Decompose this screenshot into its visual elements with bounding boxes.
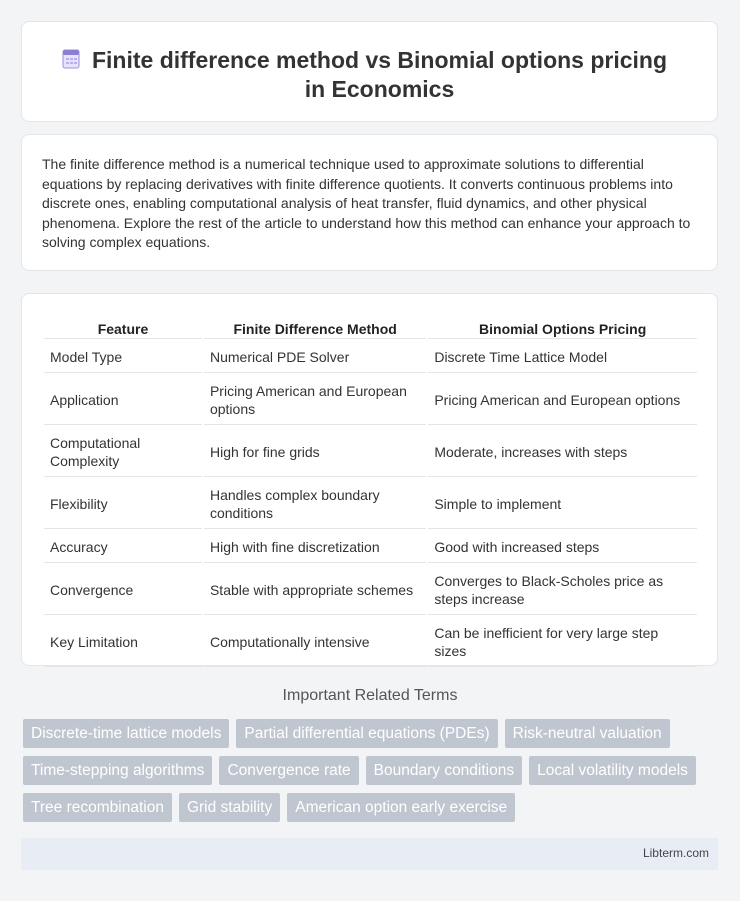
related-term-tag[interactable]: American option early exercise [287,793,515,822]
table-header-cell: Binomial Options Pricing [428,318,697,339]
related-terms-list [23,719,723,822]
table-cell: High with fine discretization [204,531,426,563]
table-cell: Convergence [44,565,202,615]
table-cell: Good with increased steps [428,531,697,563]
table-row [44,427,697,477]
page-title: Finite difference method vs Binomial options pricing in Economics [91,47,668,102]
title-card [21,21,718,122]
table-cell: High for fine grids [204,427,426,477]
table-cell: Simple to implement [428,479,697,529]
table-cell: Computational Complexity [44,427,202,477]
table-header-cell: Feature [44,318,202,339]
related-term-tag[interactable]: Discrete-time lattice models [23,719,229,748]
related-term-tag[interactable]: Local volatility models [529,756,696,785]
table-cell: Key Limitation [44,617,202,667]
table-cell: Stable with appropriate schemes [204,565,426,615]
footer-brand-link[interactable]: Libterm.com [642,846,709,860]
table-cell: Pricing American and European options [204,375,426,425]
table-cell: Discrete Time Lattice Model [428,341,697,373]
intro-card [21,134,718,271]
related-term-tag[interactable]: Convergence rate [219,756,358,785]
table-cell: Computationally intensive [204,617,426,667]
related-term-tag[interactable]: Grid stability [179,793,280,822]
table-row [44,565,697,615]
table-cell: Accuracy [44,531,202,563]
related-term-tag[interactable]: Time-stepping algorithms [23,756,212,785]
related-term-tag[interactable]: Risk-neutral valuation [505,719,670,748]
table-cell: Model Type [44,341,202,373]
table-row [44,479,697,529]
intro-paragraph: The finite difference method is a numerical technique used to approximate solutions to differential equations by replacing derivatives with finite difference quotients. It converts continuous problems into discrete ones, enabling computational analysis of heat transfer, fluid dynamics, and other physical phenomena. Explore the rest of the article to understand how this method can enhance your approach to solving complex equations. [42,156,691,251]
comparison-card [21,293,718,666]
table-cell: Numerical PDE Solver [204,341,426,373]
table-cell: Pricing American and European options [428,375,697,425]
table-header-cell: Finite Difference Method [204,318,426,339]
table-cell: Application [44,375,202,425]
related-term-tag[interactable]: Partial differential equations (PDEs) [236,719,497,748]
table-row [44,617,697,667]
table-row [44,341,697,373]
table-row [44,375,697,425]
table-cell: Flexibility [44,479,202,529]
comparison-table [42,316,699,669]
related-term-tag[interactable]: Boundary conditions [366,756,522,785]
table-row [44,531,697,563]
table-cell: Moderate, increases with steps [428,427,697,477]
table-cell: Converges to Black-Scholes price as steps increase [428,565,697,615]
footer [21,838,718,870]
table-header-row [44,318,697,339]
table-cell: Handles complex boundary conditions [204,479,426,529]
table-cell: Can be inefficient for very large step sizes [428,617,697,667]
related-term-tag[interactable]: Tree recombination [23,793,172,822]
related-terms-heading: Important Related Terms [282,687,458,704]
